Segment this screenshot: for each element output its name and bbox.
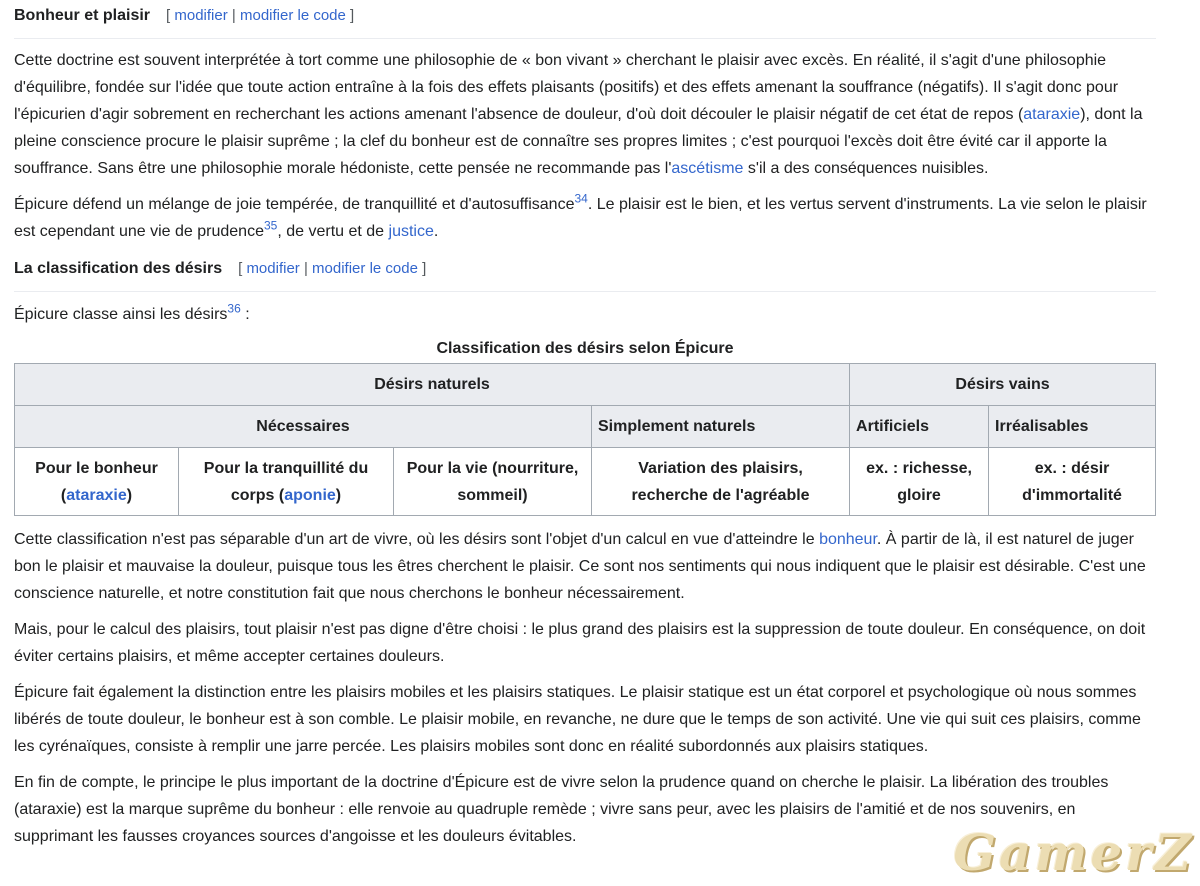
cell-text: ) xyxy=(335,486,342,504)
edit-source-link[interactable]: modifier le code xyxy=(312,260,418,277)
cell-tranquillite xyxy=(179,448,394,516)
edit-bracket-open: [ xyxy=(238,260,243,277)
header-necessaires: Nécessaires xyxy=(15,406,592,448)
cell-text: Pour le bonheur xyxy=(35,459,158,477)
link-ataraxie[interactable]: ataraxie xyxy=(1023,106,1081,123)
cell-immortalite: ex. : désir d'immortalité xyxy=(989,448,1156,516)
cell-variation-plaisirs: Variation des plaisirs, recherche de l'agréable xyxy=(592,448,850,516)
article-content xyxy=(14,0,1156,850)
paragraph-intro-desirs xyxy=(14,301,1156,328)
header-desirs-naturels: Désirs naturels xyxy=(15,364,850,406)
text-span: : xyxy=(240,306,250,323)
reference-36[interactable]: 36 xyxy=(227,301,241,316)
header-irrealisables: Irréalisables xyxy=(989,406,1156,448)
paragraph-calcul-plaisirs: Mais, pour le calcul des plaisirs, tout plaisir n'est pas digne d'être choisi : le plus grand des plaisirs est la suppression de toute douleur. En conséquence, on doit éviter certains plaisirs, et même accepter certaines douleurs. xyxy=(14,621,1146,665)
paragraph-art-de-vivre xyxy=(14,526,1156,607)
link-justice[interactable]: justice xyxy=(388,223,434,240)
watermark-logo: GamerZ xyxy=(953,823,1194,882)
paragraph-doctrine xyxy=(14,47,1156,182)
section-title: La classification des désirs xyxy=(14,260,223,277)
header-simplement-naturels: Simplement naturels xyxy=(592,406,850,448)
link-bonheur[interactable]: bonheur xyxy=(819,531,877,548)
edit-bracket-open: [ xyxy=(166,7,171,24)
cell-pour-la-vie: Pour la vie (nourriture, sommeil) xyxy=(394,448,592,516)
edit-separator: | xyxy=(231,7,236,24)
text-span: Épicure classe ainsi les désirs xyxy=(14,306,228,323)
cell-pour-le-bonheur xyxy=(15,448,179,516)
section-title: Bonheur et plaisir xyxy=(14,7,151,24)
text-span: . À partir de là, il est naturel de juger bon le plaisir et mauvaise la douleur, puisque tous les êtres cherchent le plaisir. Ce sont nos sentiments qui nous indiquent que le plaisir est désirable. C'est une conscience naturelle, et notre constitution fait que nous cherchons le bonheur nécessairement. xyxy=(14,531,1146,602)
text-span: . Le plaisir est le bien, et les vertus servent d'instruments. La vie selon le plaisir est cependant une vie de prudence xyxy=(14,196,1147,240)
link-ascetisme[interactable]: ascétisme xyxy=(671,160,744,177)
paragraph-fin-de-compte: En fin de compte, le principe le plus important de la doctrine d'Épicure est de vivre selon la prudence quand on cherche le plaisir. La libération des troubles (ataraxie) est la marque suprême du bonheur : elle renvoie au quadruple remède ; vivre sans peur, avec les plaisirs de l'amitié et de nos souvenirs, en supprimant les fausses croyances sources d'angoisse et les douleurs évitables. xyxy=(14,774,1109,845)
text-span: . xyxy=(433,223,439,240)
text-span: Épicure défend un mélange de joie tempérée, de tranquillité et d'autosuffisance xyxy=(14,196,575,213)
edit-source-link[interactable]: modifier le code xyxy=(239,7,346,24)
edit-section-links xyxy=(238,260,426,277)
classification-table xyxy=(14,363,1156,516)
reference-34[interactable]: 34 xyxy=(574,191,588,206)
cell-richesse: ex. : richesse, gloire xyxy=(850,448,989,516)
text-span: Cette doctrine est souvent interprétée à tort comme une philosophie de « bon vivant » cherchant le plaisir avec excès. En réalité, il s'agit d'une philosophie d'équilibre, fondée sur l'idée que toute action entraîne à la fois des effets plaisants (positifs) et des effets amenant la souffrance (négatifs). Il s'agit donc pour l'épicurien d'agir sobrement en recherchant les actions amenant l'absence de douleur, d'où doit découler le plaisir négatif de cet état de repos ( xyxy=(14,52,1119,123)
section-heading-classification xyxy=(14,260,1156,292)
table-caption: Classification des désirs selon Épicure xyxy=(436,340,734,357)
table-row xyxy=(15,448,1156,516)
section-heading-bonheur xyxy=(14,7,1156,39)
text-span: s'il a des conséquences nuisibles. xyxy=(743,160,989,177)
table-row xyxy=(15,364,1156,406)
reference-35[interactable]: 35 xyxy=(263,218,278,233)
text-span: , de vertu et de xyxy=(277,223,389,240)
text-span: ), dont la pleine conscience procure le plaisir suprême ; la clef du bonheur est de connaître ses propres limites ; c'est pourquoi l'excès doit être évité car il apporte la souffrance. Sans être une philosophie morale hédoniste, cette pensée ne recommande pas l' xyxy=(14,106,1143,177)
table-row xyxy=(15,406,1156,448)
header-artificiels: Artificiels xyxy=(850,406,989,448)
cell-text: ( xyxy=(60,486,67,504)
edit-bracket-close: ] xyxy=(422,260,427,277)
edit-link[interactable]: modifier xyxy=(246,260,300,277)
edit-link[interactable]: modifier xyxy=(174,7,228,24)
cell-text: Pour la tranquillité du corps ( xyxy=(203,459,369,504)
paragraph-plaisirs-mobiles: Épicure fait également la distinction entre les plaisirs mobiles et les plaisirs statiques. Le plaisir statique est un état corporel et psychologique où nous sommes libérés de toute douleur, le bonheur est à son comble. Le plaisir mobile, en revanche, ne dure que le temps de son activité. Une vie qui suit ces plaisirs, comme les cyrénaïques, consiste à remplir une jarre percée. Les plaisirs mobiles sont donc en réalité subordonnés aux plaisirs statiques. xyxy=(14,684,1141,755)
header-desirs-vains: Désirs vains xyxy=(850,364,1156,406)
link-aponie[interactable]: aponie xyxy=(284,486,336,504)
text-span: Cette classification n'est pas séparable d'un art de vivre, où les désirs sont l'objet d'un calcul en vue d'atteindre le xyxy=(14,531,820,548)
cell-text: ) xyxy=(126,486,133,504)
edit-separator: | xyxy=(303,260,308,277)
link-ataraxie[interactable]: ataraxie xyxy=(66,486,127,504)
edit-bracket-close: ] xyxy=(350,7,355,24)
paragraph-joie xyxy=(14,191,1156,245)
edit-section-links xyxy=(166,7,354,24)
